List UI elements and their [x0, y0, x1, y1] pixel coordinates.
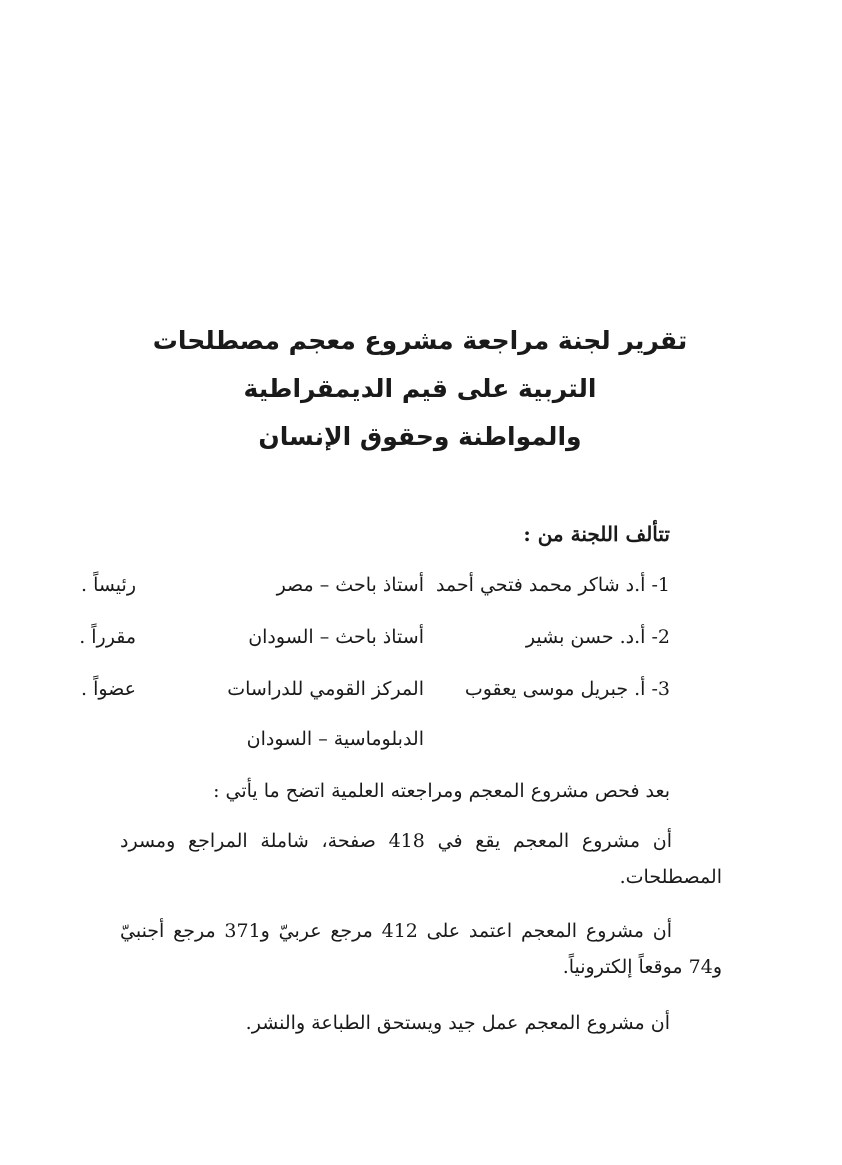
member-2-status: مقرراً . — [79, 626, 136, 648]
member-2-name — [526, 623, 670, 651]
member-1-name — [436, 571, 670, 599]
member-1-status: رئيساً . — [80, 574, 136, 596]
member-3-name-text: أ. جبريل موسى يعقوب — [464, 678, 646, 700]
member-2-number: 2- — [651, 626, 670, 648]
finding-paragraph-3: أن مشروع المعجم عمل جيد ويستحق الطباعة والنشر. — [245, 1012, 670, 1034]
member-3-status: عضواً . — [81, 678, 136, 700]
member-2-role: أستاذ باحث – السودان — [248, 626, 424, 648]
member-3-name — [465, 675, 670, 703]
member-1-role: أستاذ باحث – مصر — [276, 574, 424, 596]
member-1-name-text: أ.د شاكر محمد فتحي أحمد — [435, 574, 646, 596]
report-title-line-1: تقرير لجنة مراجعة مشروع معجم مصطلحات — [152, 326, 688, 355]
report-title-line-2: التربية على قيم الديمقراطية — [243, 374, 597, 403]
finding-paragraph-2: أن مشروع المعجم اعتمد على 412 مرجع عربيّ و371 مرجع أجنبيّ و74 موقعاً إلكترونياً. — [120, 920, 722, 978]
report-title-line-3: والمواطنة وحقوق الإنسان — [258, 422, 582, 451]
member-3-role-line-2: الدبلوماسية – السودان — [246, 728, 424, 750]
member-3-role: المركز القومي للدراسات — [227, 678, 424, 700]
member-3-number: 3- — [651, 678, 670, 700]
member-2-name-text: أ.د. حسن بشير — [525, 626, 646, 648]
finding-paragraph-1: أن مشروع المعجم يقع في 418 صفحة، شاملة المراجع ومسرد المصطلحات. — [120, 830, 722, 888]
findings-intro: بعد فحص مشروع المعجم ومراجعته العلمية اتضح ما يأتي : — [213, 780, 670, 802]
member-1-number: 1- — [651, 574, 670, 596]
committee-heading: تتألف اللجنة من : — [523, 522, 670, 546]
